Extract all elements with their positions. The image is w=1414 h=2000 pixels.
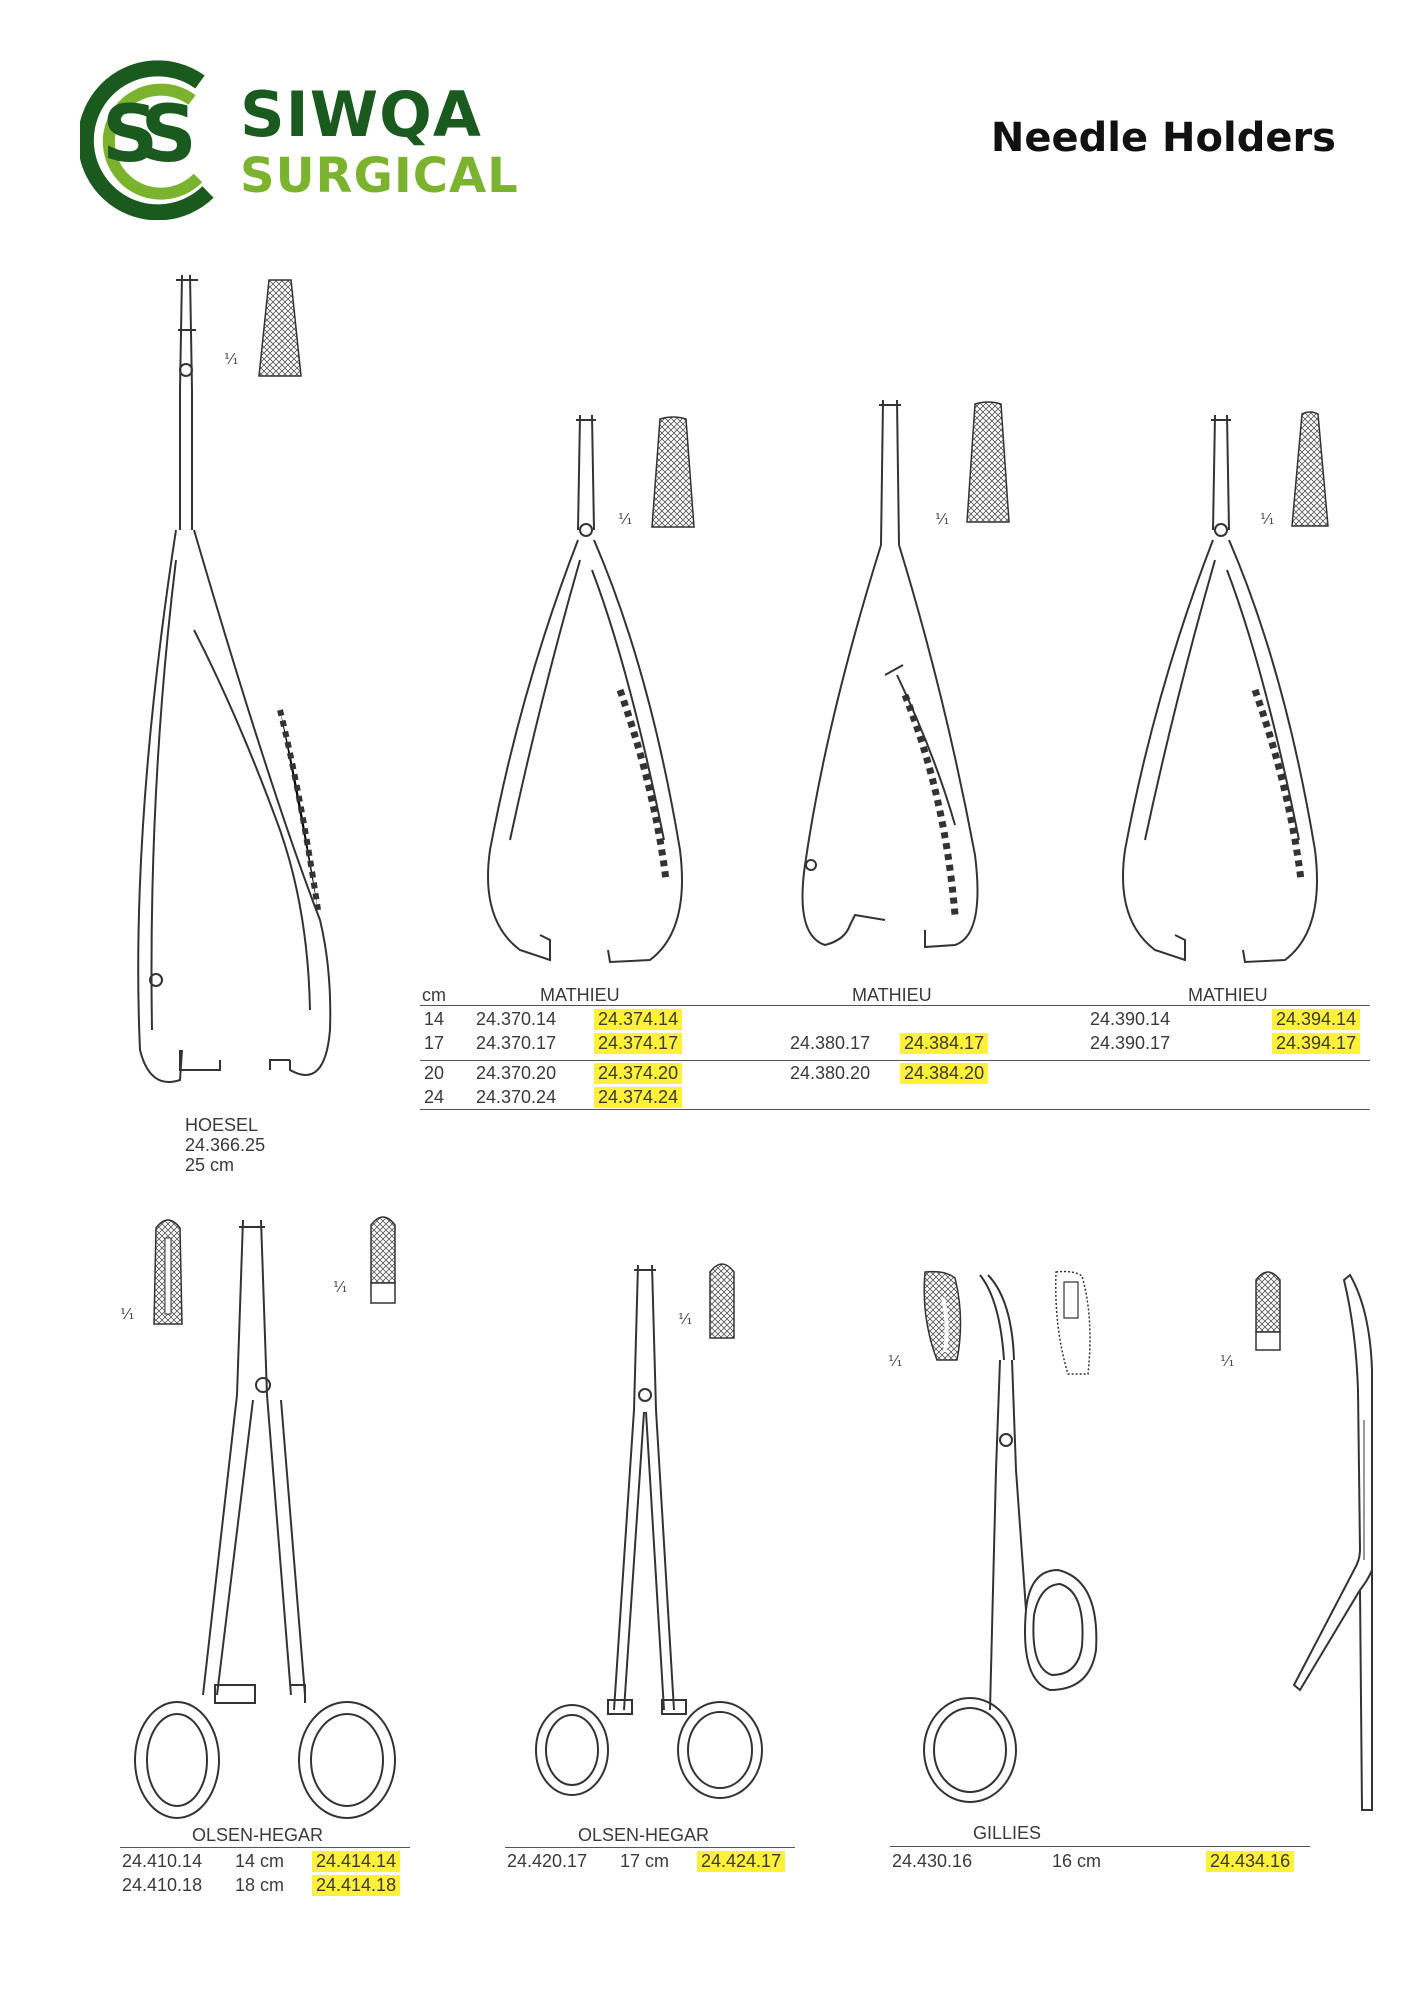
hoesel-code: 24.366.25: [185, 1135, 266, 1155]
gillies-jaw-detail-icon: [915, 1268, 971, 1364]
row-cm: 17: [424, 1033, 445, 1053]
hoesel-name: HOESEL: [185, 1115, 259, 1135]
mathieu-3-scale-label: ¹⁄₁: [1260, 510, 1275, 528]
row-cm: 20: [424, 1063, 445, 1083]
table-row: [420, 1063, 1370, 1087]
olsen-hegar-1-tip-scale-label: ¹⁄₁: [333, 1278, 348, 1296]
olsen-hegar-1-tip-detail-icon: [365, 1215, 401, 1307]
row-size: 18 cm: [235, 1875, 285, 1895]
gillies-jaw-tip-scale-label: ¹⁄₁: [1220, 1352, 1235, 1370]
mathieu-1-jaw-detail-icon: [650, 415, 696, 531]
table-row: [420, 1033, 1370, 1057]
olsen-hegar-1-rule: [120, 1847, 410, 1848]
row-code-2: 24.434.16: [1206, 1851, 1294, 1872]
row-code-a1: 24.370.14: [476, 1009, 557, 1029]
gillies-side-view-illustration: [1280, 1270, 1400, 1830]
row-code-a1: 24.370.17: [476, 1033, 557, 1053]
mathieu-group-header-2: MATHIEU: [852, 985, 932, 1005]
row-code-a2: 24.374.20: [594, 1063, 682, 1084]
logo: [80, 60, 519, 220]
row-code-b2: 24.384.17: [900, 1033, 988, 1054]
row-cm: 24: [424, 1087, 445, 1107]
row-size: 16 cm: [1052, 1851, 1102, 1871]
hoesel-length: 25 cm: [185, 1155, 235, 1175]
brand-name: SIWQA: [240, 78, 482, 151]
table-row: [420, 1009, 1370, 1033]
row-code-a2: 24.374.17: [594, 1033, 682, 1054]
row-code-2: 24.414.14: [312, 1851, 400, 1872]
row-code-2: 24.424.17: [697, 1851, 785, 1872]
olsen-hegar-2-rule: [505, 1847, 795, 1848]
hoesel-needle-holder-illustration: [120, 270, 360, 1110]
table-row: [507, 1851, 807, 1875]
olsen-hegar-2-jaw-detail-icon: [706, 1262, 738, 1342]
row-code: 24.430.16: [892, 1851, 973, 1871]
brand-subtitle: SURGICAL: [240, 148, 519, 204]
olsen-hegar-2-name: OLSEN-HEGAR: [578, 1825, 710, 1845]
row-code-c2: 24.394.14: [1272, 1009, 1360, 1030]
table-row: [122, 1875, 422, 1899]
row-size: 17 cm: [620, 1851, 670, 1871]
row-code: 24.410.14: [122, 1851, 203, 1871]
row-code-b1: 24.380.20: [790, 1063, 871, 1083]
table-row: [122, 1851, 422, 1875]
table-row: [892, 1851, 1312, 1875]
mathieu-2-scale-label: ¹⁄₁: [935, 510, 950, 528]
gillies-rule: [890, 1846, 1310, 1847]
row-code-a2: 24.374.24: [594, 1087, 682, 1108]
mathieu-2-jaw-detail-icon: [965, 400, 1011, 526]
page-title: Needle Holders: [990, 115, 1336, 161]
mathieu-group-header-3: MATHIEU: [1188, 985, 1268, 1005]
mathieu-table-unit-header: cm: [422, 985, 446, 1005]
row-code-b1: 24.380.17: [790, 1033, 871, 1053]
row-code-c2: 24.394.17: [1272, 1033, 1360, 1054]
mathieu-group-header-1: MATHIEU: [540, 985, 620, 1005]
row-size: 14 cm: [235, 1851, 285, 1871]
hoesel-jaw-detail-icon: [255, 278, 305, 378]
row-cm: 14: [424, 1009, 445, 1029]
row-code-2: 24.414.18: [312, 1875, 400, 1896]
row-code-a1: 24.370.24: [476, 1087, 557, 1107]
hoesel-caption: [185, 1115, 265, 1175]
logo-letters: SS: [102, 90, 183, 180]
table-row: [420, 1087, 1370, 1111]
row-code: 24.420.17: [507, 1851, 588, 1871]
row-code-b2: 24.384.20: [900, 1063, 988, 1084]
gillies-name: GILLIES: [973, 1823, 1042, 1843]
row-code-c1: 24.390.17: [1090, 1033, 1171, 1053]
olsen-hegar-1-name: OLSEN-HEGAR: [192, 1825, 324, 1845]
mathieu-3-jaw-detail-icon: [1290, 410, 1330, 530]
olsen-hegar-2-illustration: [530, 1260, 770, 1820]
gillies-scale-label: ¹⁄₁: [888, 1352, 903, 1370]
row-code-a2: 24.374.14: [594, 1009, 682, 1030]
row-code-a1: 24.370.20: [476, 1063, 557, 1083]
olsen-hegar-1-scale-label: ¹⁄₁: [120, 1305, 135, 1323]
mathieu-1-scale-label: ¹⁄₁: [618, 510, 633, 528]
olsen-hegar-1-jaw-detail-icon: [150, 1218, 186, 1328]
hoesel-scale-label: ¹⁄₁: [224, 350, 239, 368]
mathieu-table-mid-rule: [420, 1060, 1370, 1061]
mathieu-table: [420, 985, 1370, 1115]
row-code: 24.410.18: [122, 1875, 203, 1895]
row-code-c1: 24.390.14: [1090, 1009, 1171, 1029]
olsen-hegar-2-scale-label: ¹⁄₁: [678, 1310, 693, 1328]
gillies-tip-detail-icon: [1048, 1268, 1098, 1378]
